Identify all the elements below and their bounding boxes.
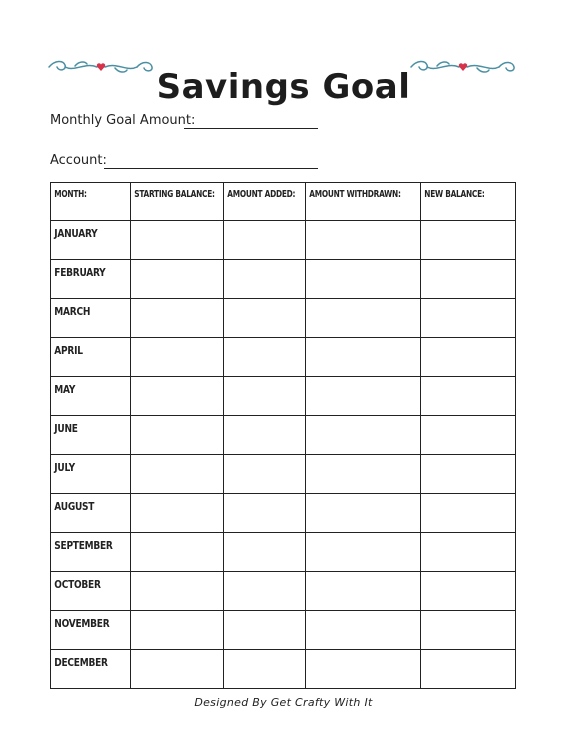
account-field[interactable] [50,153,107,168]
account-label: Account: [50,153,107,168]
amount-added-cell[interactable] [224,572,306,611]
month-cell: OCTOBER [51,572,131,611]
new-balance-cell[interactable] [421,572,516,611]
amount-added-cell[interactable] [224,299,306,338]
column-header-month: MONTH: [51,183,131,221]
amount-withdrawn-cell[interactable] [306,494,421,533]
new-balance-cell[interactable] [421,455,516,494]
new-balance-cell[interactable] [421,377,516,416]
month-cell: APRIL [51,338,131,377]
starting-balance-cell[interactable] [131,221,224,260]
amount-withdrawn-cell[interactable] [306,650,421,689]
new-balance-cell[interactable] [421,494,516,533]
starting-balance-cell[interactable] [131,650,224,689]
month-cell: FEBRUARY [51,260,131,299]
new-balance-cell[interactable] [421,299,516,338]
amount-added-cell[interactable] [224,260,306,299]
amount-withdrawn-cell[interactable] [306,260,421,299]
monthly-goal-blank-line[interactable] [184,128,318,129]
monthly-goal-label: Monthly Goal Amount: [50,113,196,128]
footer-credit: Designed By Get Crafty With It [194,696,373,709]
starting-balance-cell[interactable] [131,572,224,611]
amount-withdrawn-cell[interactable] [306,221,421,260]
table-row [51,650,516,689]
new-balance-cell[interactable] [421,416,516,455]
month-cell: DECEMBER [51,650,131,689]
table-row [51,416,516,455]
amount-withdrawn-cell[interactable] [306,338,421,377]
new-balance-cell[interactable] [421,650,516,689]
table-row [51,260,516,299]
table-row [51,299,516,338]
table-header-row [51,183,516,221]
monthly-goal-field[interactable] [50,113,195,128]
month-cell: JULY [51,455,131,494]
amount-added-cell[interactable] [224,611,306,650]
starting-balance-cell[interactable] [131,416,224,455]
amount-added-cell[interactable] [224,650,306,689]
amount-withdrawn-cell[interactable] [306,416,421,455]
starting-balance-cell[interactable] [131,494,224,533]
amount-added-cell[interactable] [224,494,306,533]
starting-balance-cell[interactable] [131,533,224,572]
account-blank-line[interactable] [104,168,318,169]
table-row [51,338,516,377]
amount-withdrawn-cell[interactable] [306,377,421,416]
table-row [51,572,516,611]
month-cell: MAY [51,377,131,416]
amount-added-cell[interactable] [224,377,306,416]
table-row [51,455,516,494]
amount-added-cell[interactable] [224,338,306,377]
month-cell: JANUARY [51,221,131,260]
month-cell: SEPTEMBER [51,533,131,572]
column-header-starting-balance: STARTING BALANCE: [131,183,224,221]
table-row [51,377,516,416]
month-cell: MARCH [51,299,131,338]
column-header-amount-withdrawn: AMOUNT WITHDRAWN: [306,183,421,221]
amount-added-cell[interactable] [224,221,306,260]
amount-added-cell[interactable] [224,455,306,494]
new-balance-cell[interactable] [421,338,516,377]
starting-balance-cell[interactable] [131,455,224,494]
amount-added-cell[interactable] [224,416,306,455]
new-balance-cell[interactable] [421,221,516,260]
amount-withdrawn-cell[interactable] [306,299,421,338]
amount-withdrawn-cell[interactable] [306,455,421,494]
savings-ledger-table [50,182,516,689]
right-swirl-heart-ornament-icon [407,56,519,78]
starting-balance-cell[interactable] [131,338,224,377]
column-header-amount-added: AMOUNT ADDED: [224,183,306,221]
table-row [51,221,516,260]
starting-balance-cell[interactable] [131,377,224,416]
month-cell: AUGUST [51,494,131,533]
table-row [51,494,516,533]
new-balance-cell[interactable] [421,533,516,572]
table-row [51,533,516,572]
page-title: Savings Goal [156,66,411,107]
amount-withdrawn-cell[interactable] [306,572,421,611]
column-header-new-balance: NEW BALANCE: [421,183,516,221]
starting-balance-cell[interactable] [131,611,224,650]
month-cell: JUNE [51,416,131,455]
new-balance-cell[interactable] [421,260,516,299]
amount-withdrawn-cell[interactable] [306,611,421,650]
amount-withdrawn-cell[interactable] [306,533,421,572]
starting-balance-cell[interactable] [131,260,224,299]
month-cell: NOVEMBER [51,611,131,650]
amount-added-cell[interactable] [224,533,306,572]
starting-balance-cell[interactable] [131,299,224,338]
new-balance-cell[interactable] [421,611,516,650]
table-row [51,611,516,650]
